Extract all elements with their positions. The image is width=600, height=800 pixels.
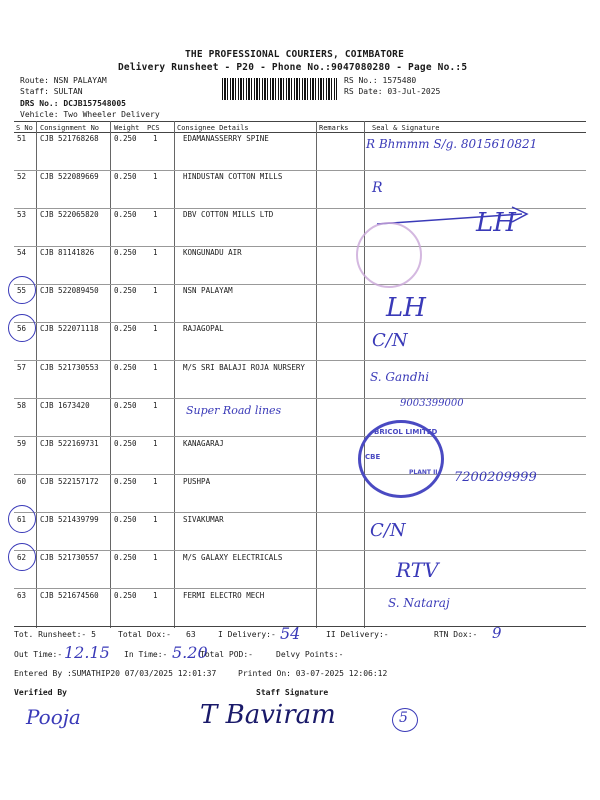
cell-pcs: 1: [153, 286, 158, 295]
cell-sno: 56: [17, 324, 27, 333]
cell-pcs: 1: [153, 553, 158, 562]
signature-row-61: C/N: [370, 520, 406, 541]
barcode-image: [222, 78, 337, 100]
signature-row-62: RTV: [396, 558, 439, 582]
row-divider: [14, 512, 586, 513]
cell-consignee: FERMI ELECTRO MECH: [183, 591, 265, 600]
cell-consignee: DBV COTTON MILLS LTD: [183, 210, 274, 219]
cell-sno: 55: [17, 286, 27, 295]
row-divider: [14, 284, 586, 285]
in-time-label: In Time:-: [124, 650, 168, 659]
cell-consignee: RAJAGOPAL: [183, 324, 224, 333]
cell-sno: 54: [17, 248, 27, 257]
cell-consignment: CJB 522157172: [40, 477, 99, 486]
vehicle: Vehicle: Two Wheeler Delivery: [20, 110, 160, 119]
rtn-dox-value: 9: [492, 624, 502, 642]
cell-weight: 0.250: [114, 591, 137, 600]
cell-weight: 0.250: [114, 515, 137, 524]
cell-weight: 0.250: [114, 210, 137, 219]
page-circle-number: 5: [399, 710, 408, 726]
rtn-dox-label: RTN Dox:-: [434, 630, 478, 639]
col-header-consignment: Consignment No: [40, 124, 100, 132]
cell-sno: 60: [17, 477, 27, 486]
cell-weight: 0.250: [114, 401, 137, 410]
cell-weight: 0.250: [114, 324, 137, 333]
rs-number: RS No.: 1575480: [344, 76, 417, 85]
in-time-value: 5.20: [172, 643, 208, 662]
cell-pcs: 1: [153, 515, 158, 524]
cell-weight: 0.250: [114, 286, 137, 295]
cell-weight: 0.250: [114, 134, 137, 143]
cell-sno: 61: [17, 515, 27, 524]
seal-city: CBE: [365, 453, 381, 461]
document-subtitle: Delivery Runsheet - P20 - Phone No.:9047080280 - Page No.:5: [118, 62, 468, 73]
cell-consignee: HINDUSTAN COTTON MILLS: [183, 172, 283, 181]
drs-number: DRS No.: DCJB157548005: [20, 99, 126, 108]
cell-consignee: KANAGARAJ: [183, 439, 224, 448]
total-pod-label: Total POD:-: [200, 650, 253, 659]
col-header-weight: Weight: [114, 124, 140, 132]
rs-date: RS Date: 03-Jul-2025: [344, 87, 441, 96]
col-header-sno: S No: [16, 124, 33, 132]
signature-row-57: S. Gandhi: [370, 370, 430, 384]
col-header-pcs: PCS: [147, 124, 160, 132]
out-time-label: Out Time:-: [14, 650, 63, 659]
cell-weight: 0.250: [114, 172, 137, 181]
row-divider: [14, 436, 586, 437]
circle-mark: [8, 505, 36, 533]
document-title: THE PROFESSIONAL COURIERS, COIMBATORE: [185, 49, 405, 60]
cell-consignment: CJB 522071118: [40, 324, 99, 333]
staff-signature-label: Staff Signature: [256, 688, 329, 697]
cell-weight: 0.250: [114, 553, 137, 562]
signature-row-60: 7200209999: [454, 470, 537, 485]
cell-pcs: 1: [153, 210, 158, 219]
cell-consignment: CJB 522065820: [40, 210, 99, 219]
cell-sno: 63: [17, 591, 27, 600]
cell-sno: 53: [17, 210, 27, 219]
faded-stamp-icon: [356, 222, 422, 288]
out-time-value: 12.15: [64, 643, 110, 662]
col-divider: [110, 121, 111, 628]
cell-pcs: 1: [153, 172, 158, 181]
cell-consignment: CJB 81141826: [40, 248, 95, 257]
circle-mark: [8, 543, 36, 571]
row-divider: [14, 170, 586, 171]
cell-pcs: 1: [153, 401, 158, 410]
signature-row-53: LH: [476, 208, 516, 238]
cell-consignee: EDAMANASSERRY SPINE: [183, 134, 269, 143]
col-divider: [174, 121, 175, 628]
cell-consignee: M/S SRI BALAJI ROJA NURSERY: [183, 363, 305, 372]
cell-weight: 0.250: [114, 439, 137, 448]
remark-row-58: Super Road lines: [186, 404, 282, 417]
table-top-border: [14, 121, 586, 122]
cell-pcs: 1: [153, 363, 158, 372]
col-divider: [316, 121, 317, 628]
cell-weight: 0.250: [114, 477, 137, 486]
total-dox-value: 63: [186, 630, 196, 639]
cell-sno: 57: [17, 363, 27, 372]
company-seal-icon: [358, 420, 444, 498]
cell-consignee: NSN PALAYAM: [183, 286, 233, 295]
cell-pcs: 1: [153, 591, 158, 600]
cell-consignment: CJB 522169731: [40, 439, 99, 448]
cell-consignment: CJB 522089669: [40, 172, 99, 181]
cell-sno: 59: [17, 439, 27, 448]
signature-row-55: LH: [386, 293, 426, 323]
printed-on: Printed On: 03-07-2025 12:06:12: [238, 669, 388, 678]
table-header-border: [14, 132, 586, 133]
col-header-remarks: Remarks: [319, 124, 349, 132]
cell-consignment: CJB 521768268: [40, 134, 99, 143]
cell-consignment: CJB 521439799: [40, 515, 99, 524]
total-dox-label: Total Dox:-: [118, 630, 171, 639]
delivery-points-label: Delvy Points:-: [276, 650, 344, 659]
cell-consignment: CJB 521730557: [40, 553, 99, 562]
signature-row-56: C/N: [372, 330, 408, 351]
col-divider: [36, 121, 37, 628]
cell-consignment: CJB 521674560: [40, 591, 99, 600]
cell-sno: 51: [17, 134, 27, 143]
cell-consignee: SIVAKUMAR: [183, 515, 224, 524]
cell-weight: 0.250: [114, 363, 137, 372]
cell-consignment: CJB 1673420: [40, 401, 90, 410]
total-runsheet: Tot. Runsheet:- 5: [14, 630, 96, 639]
i-delivery-value: 54: [280, 624, 301, 643]
cell-sno: 52: [17, 172, 27, 181]
staff-signature: T Baviram: [200, 700, 336, 730]
signature-row-51: R Bhmmm S/g. 8015610821: [366, 137, 538, 151]
cell-pcs: 1: [153, 134, 158, 143]
row-divider: [14, 360, 586, 361]
col-divider: [364, 121, 365, 628]
entered-by: Entered By :SUMATHIP20 07/03/2025 12:01:37: [14, 669, 217, 678]
seal-plant: PLANT II: [409, 469, 438, 476]
signature-row-63: S. Nataraj: [388, 596, 450, 610]
cell-consignment: CJB 521730553: [40, 363, 99, 372]
cell-weight: 0.250: [114, 248, 137, 257]
verified-by-label: Verified By: [14, 688, 67, 697]
circle-mark: [8, 276, 36, 304]
cell-consignee: KONGUNADU AIR: [183, 248, 242, 257]
cell-pcs: 1: [153, 477, 158, 486]
row-divider: [14, 398, 586, 399]
signature-row-58: 9003399000: [400, 398, 464, 409]
ii-delivery-label: II Delivery:-: [326, 630, 389, 639]
cell-consignee: M/S GALAXY ELECTRICALS: [183, 553, 283, 562]
cell-consignment: CJB 522089450: [40, 286, 99, 295]
cell-pcs: 1: [153, 248, 158, 257]
col-header-consignee: Consignee Details: [177, 124, 249, 132]
row-divider: [14, 588, 586, 589]
page-circle-mark: [392, 708, 418, 732]
cell-pcs: 1: [153, 439, 158, 448]
cell-consignee: PUSHPA: [183, 477, 211, 486]
seal-text: BRICOL LIMITED: [374, 428, 438, 436]
cell-sno: 62: [17, 553, 27, 562]
row-divider: [14, 550, 586, 551]
cell-sno: 58: [17, 401, 27, 410]
verified-signature: Pooja: [26, 705, 81, 729]
col-header-seal: Seal & Signature: [372, 124, 440, 132]
circle-mark: [8, 314, 36, 342]
row-divider: [14, 322, 586, 323]
cell-pcs: 1: [153, 324, 158, 333]
signature-row-52: R: [372, 180, 383, 196]
i-delivery-label: I Delivery:-: [218, 630, 276, 639]
route: Route: NSN PALAYAM: [20, 76, 107, 85]
staff: Staff: SULTAN: [20, 87, 83, 96]
